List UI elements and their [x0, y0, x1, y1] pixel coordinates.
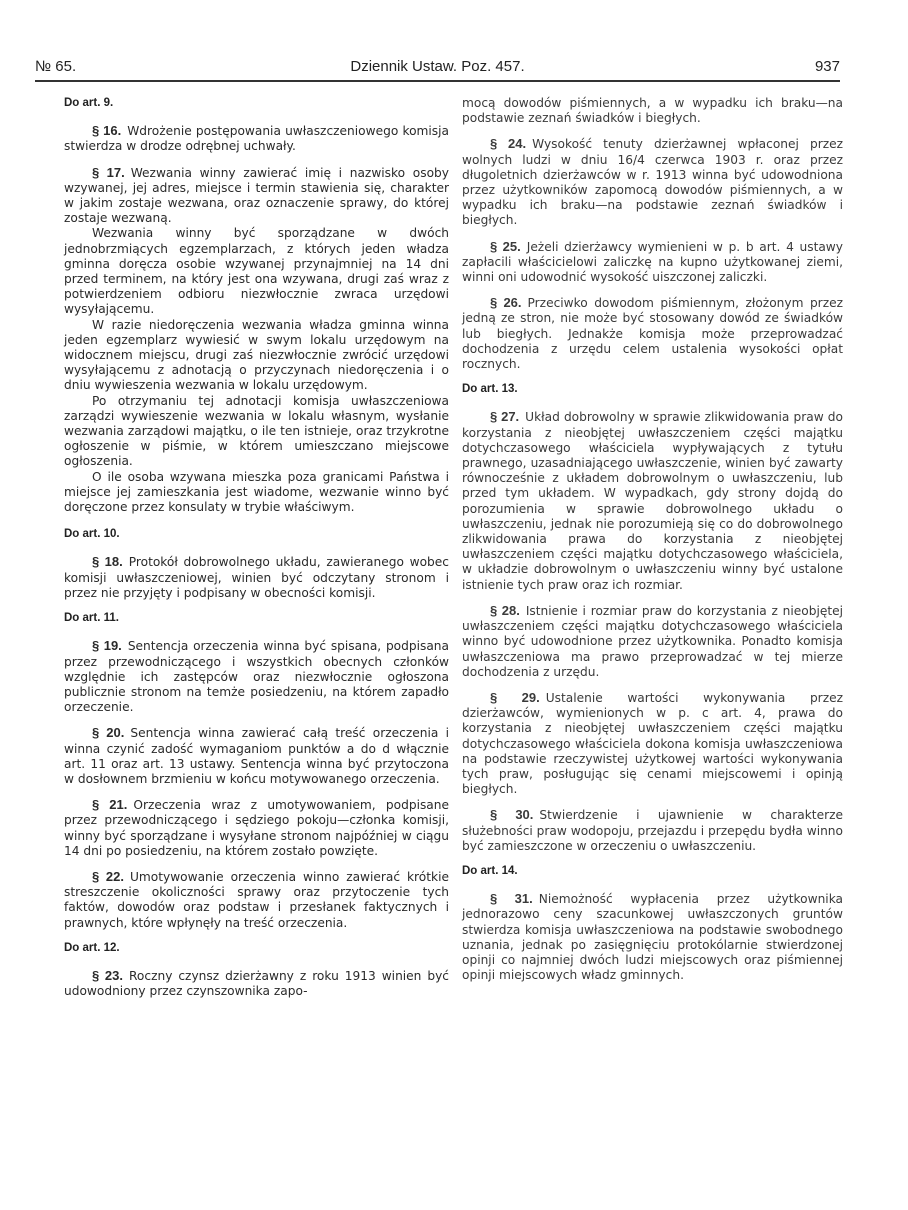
paragraph-24	[462, 136, 843, 228]
paragraph-number: § 20.	[92, 725, 125, 741]
paragraph-30	[462, 807, 843, 854]
paragraph-23	[64, 968, 449, 999]
paragraph-number: § 16.	[92, 123, 122, 139]
issue-number: № 65.	[35, 58, 77, 75]
paragraph-28	[462, 603, 843, 680]
article-heading: Do art. 9.	[64, 97, 114, 109]
article-heading: Do art. 11.	[64, 612, 119, 625]
paragraph-number: § 18.	[92, 554, 123, 570]
paragraph-number: § 17.	[92, 164, 125, 180]
article-heading: Do art. 13.	[462, 383, 518, 396]
article-heading: Do art. 10.	[64, 528, 120, 541]
paragraph-26	[462, 295, 843, 372]
journal-title: Dziennik Ustaw. Poz. 457.	[350, 58, 525, 75]
paragraph-text: Roczny czynsz dzierżawny z roku 1913 winien być udowodniony przez czynszownika zapo-	[64, 968, 449, 999]
paragraph-number: § 22.	[92, 868, 124, 884]
page-number: 937	[814, 58, 840, 75]
article-heading: Do art. 14.	[462, 864, 518, 877]
paragraph-number: § 21.	[92, 797, 128, 813]
page-header	[35, 52, 840, 80]
paragraph-18	[64, 554, 449, 601]
paragraph-17-sub-2: W razie niedoręczenia wezwania władza gminna winna jeden egzemplarz wywiesić w swym lokalu urzędowym na widocznem miejscu, drugi zaś niezwłocznie zwrócić urzędowi wysyłającemu z adnotacją o przyczynach niedoręczenia i o dniu wywieszenia wezwania w lokalu urzędowym.	[64, 317, 449, 393]
paragraph-21	[64, 797, 449, 859]
paragraph-number: § 19.	[92, 638, 122, 654]
paragraph-text: Umotywowanie orzeczenia winno zawierać krótkie streszczenie okoliczności sprawy oraz przytoczenie tych faktów, dowodów oraz podstaw i przesłanek faktycznych i prawnych, które wpłynęły na treść orzeczenia.	[64, 869, 449, 930]
header-rule	[35, 80, 840, 82]
paragraph-text: Sentencja winna zawierać całą treść orzeczenia i winna czynić zadość wymaganiom punktów a do d włącznie art. 11 oraz art. 13 ustawy. Sentencja winna być przytoczona w dosłownem brzmieniu w końcu motywowanego orzeczenia.	[64, 726, 449, 786]
paragraph-text: Wysokość tenuty dzierżawnej wpłaconej przez wolnych ludzi w dniu 16/4 czerwca 1903 r. oraz przez długoletnich dzierżawców w r. 1913 winna być udowodniona przez użytkowników zapomocą dowodów piśmiennych, a w wypadku ich braku—na podstawie zeznań świadków i biegłych.	[462, 137, 843, 228]
right-column	[462, 96, 843, 993]
paragraph-number: § 30.	[490, 807, 534, 823]
paragraph-text: Niemożność wypłacenia przez użytkownika jednorazowo ceny szacunkowej uwłaszczonych gruntów stwierdza komisja uwłaszczeniowa na podstawie swobodnego uznania, jednak po zasięgnięciu protokólarnie stwierdzonej opinji co najmniej dwóch ludzi miejscowych oraz piśmiennej opinji miejscowych władz gminnych.	[462, 892, 843, 983]
paragraph-19	[64, 638, 449, 715]
paragraph-number: § 24.	[490, 136, 527, 152]
paragraph-text: Sentencja orzeczenia winna być spisana, podpisana przez przewodniczącego i wszystkich obecnych członków względnie ich zastępców oraz niezwłocznie ogłoszona publicznie stronom na temże posiedzeniu, na którem zapadło orzeczenie.	[64, 639, 450, 715]
paragraph-number: § 26.	[490, 295, 522, 311]
paragraph-number: § 25.	[490, 238, 521, 254]
paragraph-17-sub-4: O ile osoba wzywana mieszka poza granicami Państwa i miejsce jej zamieszkania jest wiadome, wezwanie winno być doręczone przez konsulaty w trybie właściwym.	[64, 469, 449, 515]
paragraph-text: Jeżeli dzierżawcy wymienieni w p. b art. 4 ustawy zapłacili właścicielowi zaliczkę na kupno użytkowanej ziemi, winni oni udowodnić wysokość uiszczonej zaliczki.	[462, 239, 843, 285]
paragraph-25	[462, 239, 843, 286]
paragraph-22	[64, 869, 449, 931]
paragraph-29	[462, 690, 843, 797]
article-heading: Do art. 12.	[64, 941, 120, 954]
paragraph-16	[64, 123, 449, 154]
paragraph-text: Przeciwko dowodom piśmiennym, złożonym przez jedną ze stron, nie może być stosowany dowód ze świadków lub biegłych. Jednakże komisja może przeprowadzać dochodzenia z urzędu celem ustalenia wysokości opłat rocznych.	[462, 296, 843, 372]
paragraph-31	[462, 891, 843, 983]
paragraph-number: § 31.	[490, 891, 533, 907]
paragraph-23-continued: mocą dowodów piśmiennych, a w wypadku ich braku—na podstawie zeznań świadków i biegłych.	[462, 96, 843, 126]
left-column	[64, 96, 449, 1009]
paragraph-text: Stwierdzenie i ujawnienie w charakterze służebności praw wodopoju, przejazdu i przepędu bydła winno być zamieszczone w orzeczeniu o uwłaszczeniu.	[462, 808, 843, 853]
paragraph-20	[64, 725, 449, 787]
paragraph-number: § 27.	[490, 409, 520, 425]
paragraph-text: Istnienie i rozmiar praw do korzystania z nieobjętej uwłaszczeniem części majątku dotychczasowego właściciela winno być udowodnione przez użytkownika. Ponadto komisja uwłaszczeniowa ma prawo przeprowadzać w tej mierze dochodzenia z urzędu.	[462, 603, 843, 679]
paragraph-text: Protokół dobrowolnego układu, zawieranego wobec komisji uwłaszczeniowej, winien być odczytany stronom i przez nie przyjęty i podpisany w obecności komisji.	[64, 555, 449, 600]
paragraph-27	[462, 409, 843, 592]
paragraph-text: Orzeczenia wraz z umotywowaniem, podpisane przez przewodniczącego i sędziego pokoju—członka komisji, winny być sporządzane i wysyłane stronom najpóźniej w ciągu 14 dni po posiedzeniu, na którem zostało powzięte.	[64, 798, 450, 858]
paragraph-number: § 28.	[490, 602, 520, 618]
paragraph-text: Ustalenie wartości wykonywania przez dzierżawców, wymienionych w p. c art. 4, prawa do korzystania z nieobjętej uwłaszczeniem części majątku dotychczasowego właściciela dokona komisja uwłaszczeniowa na podstawie rzeczywistej użytkowej wartości wykonywania tych praw, posługując się cenami miejscowemi i opinją biegłych.	[462, 690, 843, 797]
paragraph-number: § 23.	[92, 967, 123, 983]
paragraph-text: Wdrożenie postępowania uwłaszczeniowego komisja stwierdza w drodze odrębnej uchwały.	[64, 124, 449, 154]
paragraph-number: § 29.	[490, 689, 540, 705]
paragraph-text: Układ dobrowolny w sprawie zlikwidowania praw do korzystania z nieobjętej uwłaszczeniem części majątku dotychczasowego właściciela wypływających z tytułu prawnego, uzasadniającego uwłaszczenie, winien być zawarty równocześnie z układem dobrowolnym o uwłaszczeniu, lub przed tym układem. W wypadkach, gdy strony dojdą do porozumienia w sprawie dobrowolnego układu o uwłaszczeniu, jednak nie porozumieją się co do dobrowolnego zlikwidowania prawa do korzystania z nieobjętej uwłaszczeniem części majątku dotychczasowego właściciela, w układzie dobrowolnym o uwłaszczeniu winny być ustalone istnienie tych praw oraz ich rozmiar.	[462, 410, 843, 592]
paragraph-17	[64, 165, 449, 227]
paragraph-17-sub-3: Po otrzymaniu tej adnotacji komisja uwłaszczeniowa zarządzi wywieszenie wezwania w lokalu własnym, wysłanie wezwania zarządowi majątku, o ile ten istnieje, oraz trzykrotne ogłoszenie w piśmie, w którem umieszczano miejscowe ogłoszenia.	[64, 393, 449, 469]
paragraph-text: Wezwania winny zawierać imię i nazwisko osoby wzywanej, jej adres, miejsce i termin stawienia się, charakter w jakim zostaje wezwana, oraz oznaczenie sprawy, do której zostaje wezwaną.	[64, 165, 449, 226]
paragraph-17-sub-1: Wezwania winny być sporządzane w dwóch jednobrzmiących egzemplarzach, z których jeden władza gminna doręcza osobie wzywanej przynajmniej na 14 dni przed terminem, na który jest ona wzywana, drugi zaś wraz z potwierdzeniem odbioru niezwłocznie zwraca urzędowi wysyłającemu.	[64, 226, 449, 317]
